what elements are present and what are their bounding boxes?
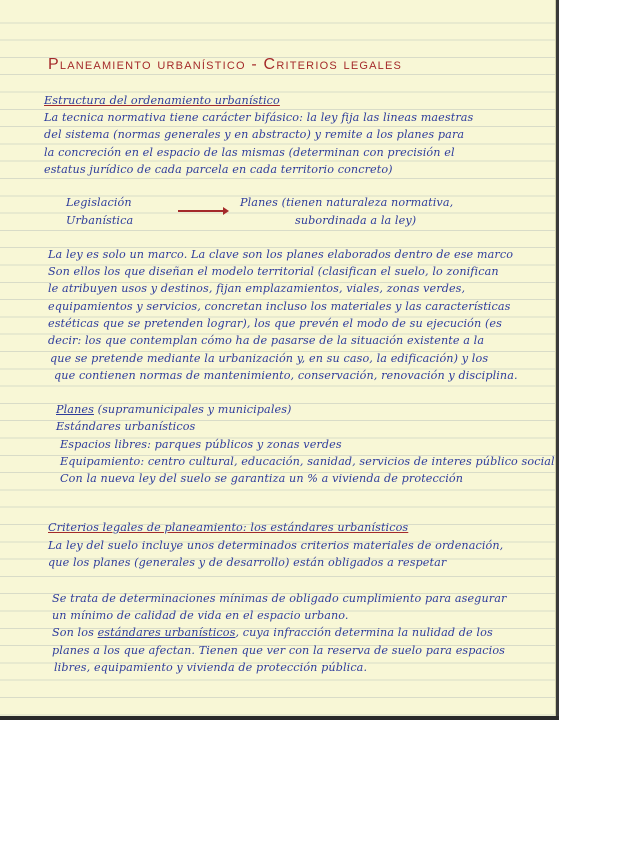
diagram-left-line2: Urbanística	[66, 214, 134, 227]
text-line: decir: los que contemplan cómo ha de pasarse de la situación existente a la	[48, 334, 485, 347]
planes-label: Planes	[56, 403, 94, 416]
text-line	[52, 626, 493, 639]
text-span: , cuya infracción determina la nulidad de los	[235, 626, 493, 639]
text-line: Son ellos los que diseñan el modelo territorial (clasifican el suelo, lo zonifican	[48, 265, 499, 278]
text-line: que contienen normas de mantenimiento, conservación, renovación y disciplina.	[54, 369, 518, 382]
text-line: planes a los que afectan. Tienen que ver con la reserva de suelo para espacios	[52, 644, 506, 657]
text-line: equipamientos y servicios, concretan incluso los materiales y las características	[48, 300, 511, 313]
text-line: Con la nueva ley del suelo se garantiza un % a vivienda de protección	[60, 472, 464, 485]
text-line: Estándares urbanísticos	[56, 420, 196, 433]
section-heading-estructura: Estructura del ordenamiento urbanístico	[44, 94, 280, 107]
text-line: La ley es solo un marco. La clave son los planes elaborados dentro de ese marco	[48, 248, 514, 261]
diagram-left-line1: Legislación	[66, 196, 132, 209]
text-line: La ley del suelo incluye unos determinados criterios materiales de ordenación,	[48, 539, 504, 552]
text-line: Equipamiento: centro cultural, educación, sanidad, servicios de interes público social	[60, 455, 555, 468]
arrow-right-icon	[178, 210, 226, 212]
text-line: que los planes (generales y de desarrollo) están obligados a respetar	[48, 556, 447, 569]
page-edge-shadow-bottom	[0, 716, 559, 720]
text-line: libres, equipamiento y vivienda de protección pública.	[54, 661, 368, 674]
text-line: que se pretende mediante la urbanización y, en su caso, la edificación) y los	[50, 352, 489, 365]
underlined-term: estándares urbanísticos	[97, 626, 236, 639]
diagram-right-line2: subordinada a la ley)	[295, 214, 417, 227]
page-edge-shadow	[556, 0, 559, 718]
text-line: La tecnica normativa tiene carácter bifásico: la ley fija las lineas maestras	[44, 111, 474, 124]
text-line: del sistema (normas generales y en abstracto) y remite a los planes para	[44, 128, 465, 141]
text-line: Espacios libres: parques públicos y zonas verdes	[60, 438, 342, 451]
text-line: estatus jurídico de cada parcela en cada territorio concreto)	[44, 163, 393, 176]
text-line: un mínimo de calidad de vida en el espacio urbano.	[52, 609, 349, 622]
planes-line	[56, 403, 292, 416]
diagram-right-line1: Planes (tienen naturaleza normativa,	[240, 196, 454, 209]
text-line: le atribuyen usos y destinos, fijan emplazamientos, viales, zonas verdes,	[48, 282, 466, 295]
text-line: Se trata de determinaciones mínimas de obligado cumplimiento para asegurar	[52, 592, 507, 605]
text-line: estéticas que se pretenden lograr), los que prevén el modo de su ejecución (es	[48, 317, 502, 330]
text-line: la concreción en el espacio de las mismas (determinan con precisión el	[44, 146, 455, 159]
planes-rest: (supramunicipales y municipales)	[93, 403, 292, 416]
page-title: Planeamiento urbanístico - Criterios legales	[48, 56, 403, 73]
text-span: Son los	[52, 626, 98, 639]
section-heading-criterios: Criterios legales de planeamiento: los estándares urbanísticos	[48, 521, 409, 534]
